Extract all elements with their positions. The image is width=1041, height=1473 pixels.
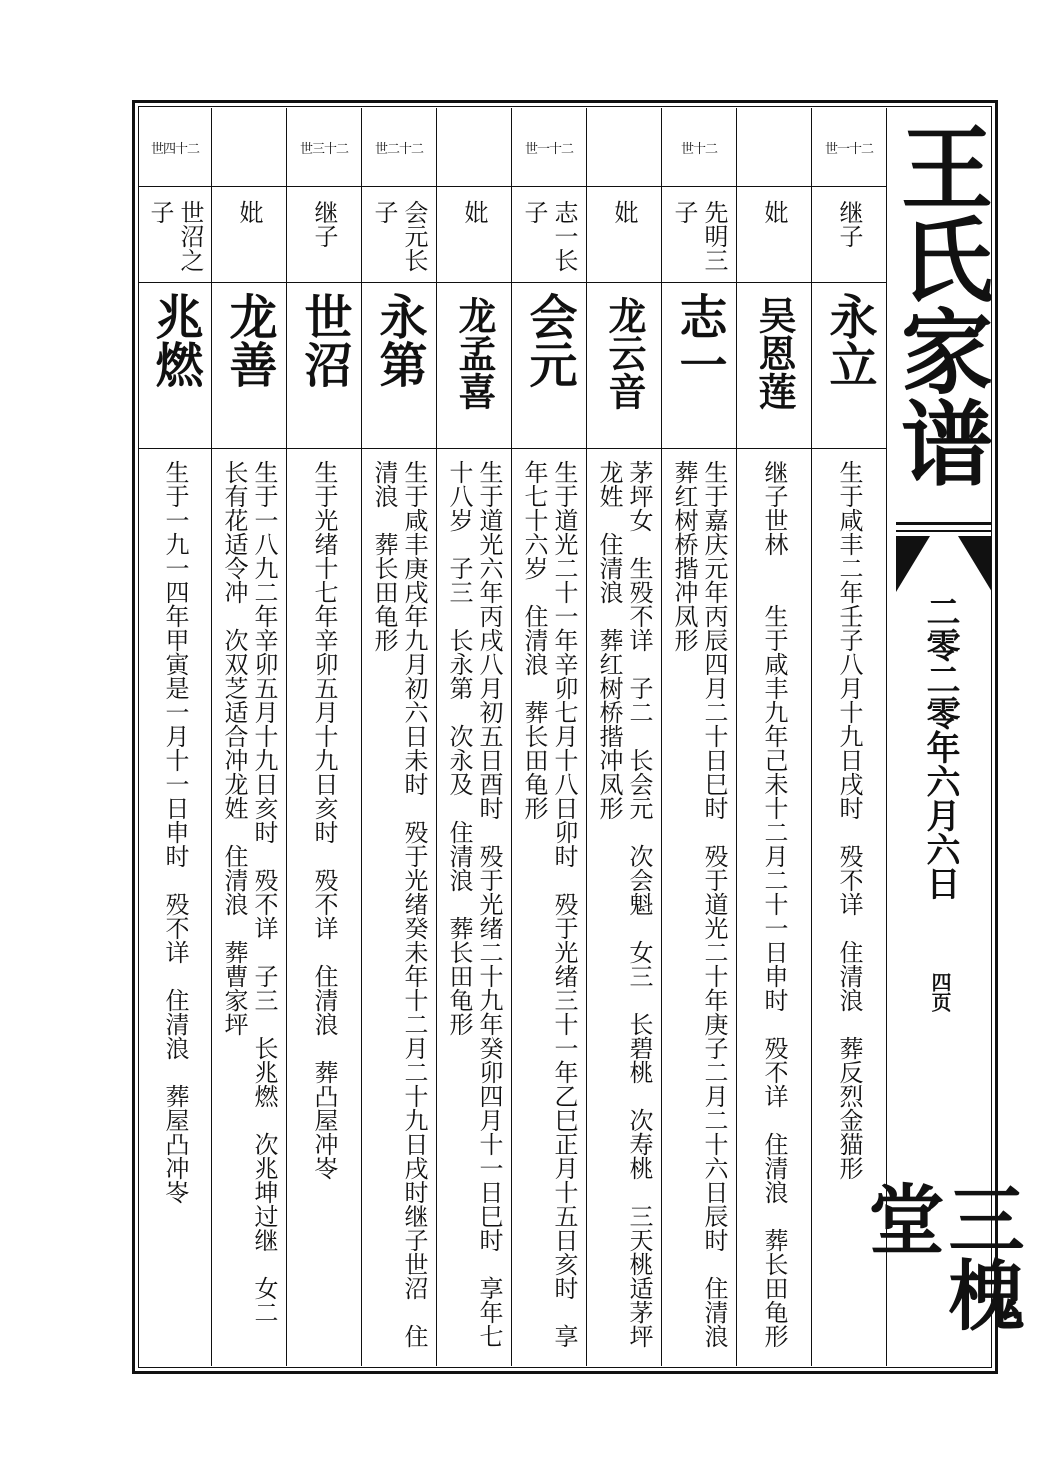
person-name: 永第 (371, 292, 427, 388)
generation-label: 世一十二 (824, 141, 873, 157)
record-column (212, 108, 287, 1366)
record-column (362, 108, 437, 1366)
record-column (662, 108, 737, 1372)
divider (896, 522, 992, 525)
record-column (812, 108, 887, 1366)
person-name: 龙云音 (602, 296, 647, 410)
relation-label: 志一长子 (520, 200, 578, 272)
record-column (437, 108, 512, 1366)
record-text: 生于道光二十一年辛卯七月十八日卯时 殁于光绪三十一年乙巳正月十五日亥时 享年七十六岁 住清浪 葬长田龟形 (520, 460, 578, 1348)
page-title: 王氏家谱 (886, 120, 994, 488)
relation-label: 妣 (610, 200, 638, 224)
record-column (287, 108, 362, 1366)
record-column (139, 108, 212, 1366)
compile-date: 二零二零年六月六日 (920, 594, 960, 900)
person-name: 志一 (671, 292, 727, 388)
relation-label: 妣 (760, 200, 788, 224)
generation-label: 世十二 (680, 141, 717, 157)
relation-label: 妣 (235, 200, 263, 224)
record-text: 茅坪女 生殁不详 子二 长会元 次会魁 女三 长碧桃 次寿桃 三天桃适茅坪龙姓 住清浪 葬红树桥揩冲凤形 (595, 460, 653, 1348)
relation-label: 世沼之子 (146, 200, 204, 272)
record-text: 生于一九一四年甲寅是一月十一日申时 殁不详 住清浪 葬屋凸冲岺 (161, 460, 189, 1204)
person-name: 永立 (821, 292, 877, 388)
relation-label: 继子 (310, 200, 338, 248)
person-name: 兆燃 (147, 292, 203, 388)
generation-label: 世二十二 (374, 141, 423, 157)
record-text: 生于光绪十七年辛卯五月十九日亥时 殁不详 住清浪 葬凸屋冲岺 (310, 460, 338, 1180)
relation-label: 继子 (835, 200, 863, 248)
person-name: 龙孟喜 (452, 296, 497, 410)
generation-label: 世三十二 (299, 141, 348, 157)
record-text: 生于嘉庆元年丙辰四月二十日巳时 殁于道光二十年庚子二月二十六日辰时 住清浪 葬红树桥揩冲凤形 (670, 460, 728, 1372)
record-text: 继子世林 生于咸丰九年己未十二月二十一日申时 殁不详 住清浪 葬长田龟形 (760, 460, 788, 1348)
black-triangle-ornament (896, 536, 992, 592)
record-text: 生于咸丰二年壬子八月十九日戌时 殁不详 住清浪 葬反烈金猫形 (835, 460, 863, 1180)
generation-label: 世四十二 (150, 141, 199, 157)
person-name: 龙善 (221, 292, 277, 388)
record-text: 生于道光六年丙戌八月初五日酉时 殁于光绪二十九年癸卯四月十一日巳时 享年七十八岁 子三 长永第 次永及 住清浪 葬长田龟形 (445, 460, 503, 1348)
page-number: 四页 (928, 972, 952, 1012)
person-name: 世沼 (296, 292, 352, 388)
hall-name: 三槐堂 (856, 1180, 1025, 1332)
genealogy-table (139, 108, 887, 1372)
relation-label: 会元长子 (370, 200, 428, 272)
record-column (737, 108, 812, 1366)
record-text: 生于一八九二年辛卯五月十九日亥时 殁不详 子三 长兆燃 次兆坤过继 女二 长有花适令冲 次双芝适合冲龙姓 住清浪 葬曹家坪 (220, 460, 278, 1348)
person-name: 会元 (521, 292, 577, 388)
generation-label: 世一十二 (524, 141, 573, 157)
relation-label: 先明三子 (670, 200, 728, 272)
person-name: 吴恩莲 (752, 296, 797, 410)
record-column (512, 108, 587, 1366)
record-text: 生于咸丰庚戌年九月初六日未时 殁于光绪癸未年十二月二十九日戌时继子世沼 住清浪 葬长田龟形 (370, 460, 428, 1348)
relation-label: 妣 (460, 200, 488, 224)
record-column (587, 108, 662, 1366)
divider (896, 530, 992, 532)
